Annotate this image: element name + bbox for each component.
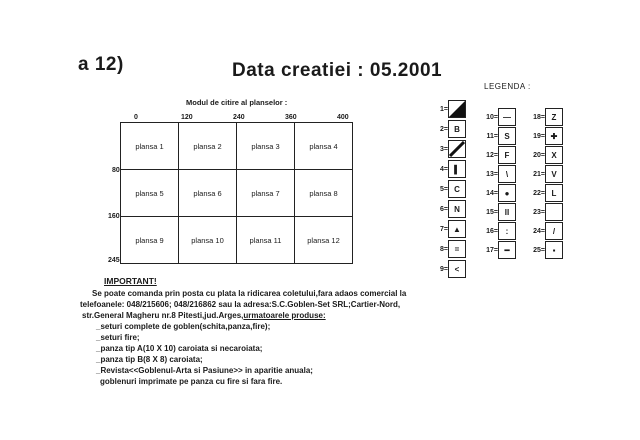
- legend-symbol: N: [448, 200, 466, 218]
- grid-cell: plansa 5: [121, 170, 179, 217]
- legend-symbol: S: [498, 127, 516, 145]
- legend-item: [525, 203, 563, 221]
- legend-symbol: <: [448, 260, 466, 278]
- product-list-item: goblenuri imprimate pe panza cu fire si fara fire.: [100, 377, 283, 386]
- legend-number: 20=: [533, 151, 545, 159]
- legend-number: 19=: [533, 132, 545, 140]
- legend-number: 5=: [440, 185, 448, 193]
- grid-cell: plansa 1: [121, 123, 179, 170]
- products-heading: urmatoarele produse:: [243, 311, 326, 320]
- filled-dot-icon: ●: [498, 184, 516, 202]
- legend-number: 24=: [533, 227, 545, 235]
- legend-symbol-box: [448, 140, 466, 158]
- grid-top-tick: 120: [181, 114, 193, 121]
- legend-number: 8=: [440, 245, 448, 253]
- legend-symbol: /: [545, 222, 563, 240]
- legend-number: 12=: [486, 151, 498, 159]
- legend-symbol: C: [448, 180, 466, 198]
- legend-item: [525, 127, 563, 145]
- legend-number: 10=: [486, 113, 498, 121]
- grid-left-tick: 80: [112, 167, 120, 174]
- legend-item: [525, 146, 563, 164]
- product-list-item: _panza tip B(8 X 8) caroiata;: [96, 355, 203, 364]
- legend-item: [434, 120, 466, 138]
- legend-number: 23=: [533, 208, 545, 216]
- body-text-line: Se poate comanda prin posta cu plata la ridicarea coletului,fara adaos comercial la: [92, 289, 407, 298]
- legend-item: [478, 222, 516, 240]
- legend-symbol-box: [448, 100, 466, 118]
- legend-item: [478, 203, 516, 221]
- legend-number: 15=: [486, 208, 498, 216]
- small-square-icon: ▪: [545, 241, 563, 259]
- legend-item: [434, 220, 466, 238]
- grid-left-tick: 160: [108, 213, 120, 220]
- legend-symbol: F: [498, 146, 516, 164]
- grid-left-tick: 245: [108, 257, 120, 264]
- legend-item: [434, 200, 466, 218]
- legend-symbol: V: [545, 165, 563, 183]
- legend-number: 9=: [440, 265, 448, 273]
- legend-symbol: L: [545, 184, 563, 202]
- legend-number: 21=: [533, 170, 545, 178]
- product-list-item: _seturi complete de goblen(schita,panza,fire);: [96, 322, 271, 331]
- legend-item: [434, 100, 466, 118]
- legend-number: 16=: [486, 227, 498, 235]
- vertical-bar-icon: ▌: [448, 160, 466, 178]
- grid-cell: plansa 9: [121, 217, 179, 264]
- legend-item: [478, 127, 516, 145]
- legend-number: 6=: [440, 205, 448, 213]
- grid-cell: plansa 6: [179, 170, 237, 217]
- legend-number: 25=: [533, 246, 545, 254]
- legend-item: [434, 260, 466, 278]
- grid-top-tick: 360: [285, 114, 297, 121]
- page-title: Data creatiei : 05.2001: [232, 60, 443, 81]
- black-triangle-icon: [449, 101, 465, 117]
- legend-symbol: :: [498, 222, 516, 240]
- legend-item: [434, 180, 466, 198]
- legend-symbol: II: [498, 203, 516, 221]
- grid-cell: plansa 7: [237, 170, 295, 217]
- legend-number: 17=: [486, 246, 498, 254]
- legend-number: 2=: [440, 125, 448, 133]
- grid-cell: plansa 12: [295, 217, 353, 264]
- legend-item: [525, 222, 563, 240]
- legend-item: [525, 108, 563, 126]
- up-triangle-icon: ▲: [448, 220, 466, 238]
- legend-number: 18=: [533, 113, 545, 121]
- legend-symbol: [545, 203, 563, 221]
- legend-item: [478, 165, 516, 183]
- grid-top-tick: 240: [233, 114, 245, 121]
- plates-grid: [120, 122, 353, 264]
- legend-number: 1=: [440, 105, 448, 113]
- legend-number: 22=: [533, 189, 545, 197]
- legend-item: [525, 241, 563, 259]
- body-text-line: [82, 311, 326, 320]
- legend-number: 4=: [440, 165, 448, 173]
- legend-number: 11=: [486, 132, 498, 140]
- legend-symbol: —: [498, 108, 516, 126]
- legend-item: [525, 184, 563, 202]
- grid-cell: plansa 3: [237, 123, 295, 170]
- legend-symbol: X: [545, 146, 563, 164]
- product-list-item: _Revista<<Goblenul-Arta si Pasiune>> in aparitie anuala;: [96, 366, 313, 375]
- legend-item: [434, 240, 466, 258]
- legend-symbol: B: [448, 120, 466, 138]
- legend-number: 7=: [440, 225, 448, 233]
- diagonal-slash-icon: [449, 141, 465, 157]
- legend-title: LEGENDA :: [484, 82, 531, 91]
- grid-cell: plansa 8: [295, 170, 353, 217]
- legend-item: [478, 146, 516, 164]
- legend-symbol: \: [498, 165, 516, 183]
- legend-item: [478, 108, 516, 126]
- body-text-line: telefoanele: 048/215606; 048/216862 sau la adresa:S.C.Goblen-Set SRL;Cartier-Nord,: [80, 300, 401, 309]
- grid-cell: plansa 4: [295, 123, 353, 170]
- grid-caption: Modul de citire al planselor :: [186, 98, 288, 107]
- legend-item: [434, 140, 466, 158]
- legend-item: [478, 241, 516, 259]
- legend-number: 14=: [486, 189, 498, 197]
- legend-item: [434, 160, 466, 178]
- legend-symbol: =: [448, 240, 466, 258]
- legend-number: 13=: [486, 170, 498, 178]
- legend-symbol: ━: [498, 241, 516, 259]
- legend-item: [478, 184, 516, 202]
- grid-cell: plansa 10: [179, 217, 237, 264]
- legend-number: 3=: [440, 145, 448, 153]
- product-list-item: _panza tip A(10 X 10) caroiata si necaroiata;: [96, 344, 263, 353]
- grid-cell: plansa 11: [237, 217, 295, 264]
- grid-top-tick: 0: [134, 114, 138, 121]
- page-title-fragment: a 12): [78, 54, 124, 75]
- legend-item: [525, 165, 563, 183]
- plus-icon: ✚: [545, 127, 563, 145]
- address-text: str.General Magheru nr.8 Pitesti,jud.Arges,: [82, 311, 244, 320]
- product-list-item: _seturi fire;: [96, 333, 140, 342]
- grid-top-tick: 400: [337, 114, 349, 121]
- legend-symbol: Z: [545, 108, 563, 126]
- important-title: IMPORTANT!: [104, 276, 157, 286]
- grid-cell: plansa 2: [179, 123, 237, 170]
